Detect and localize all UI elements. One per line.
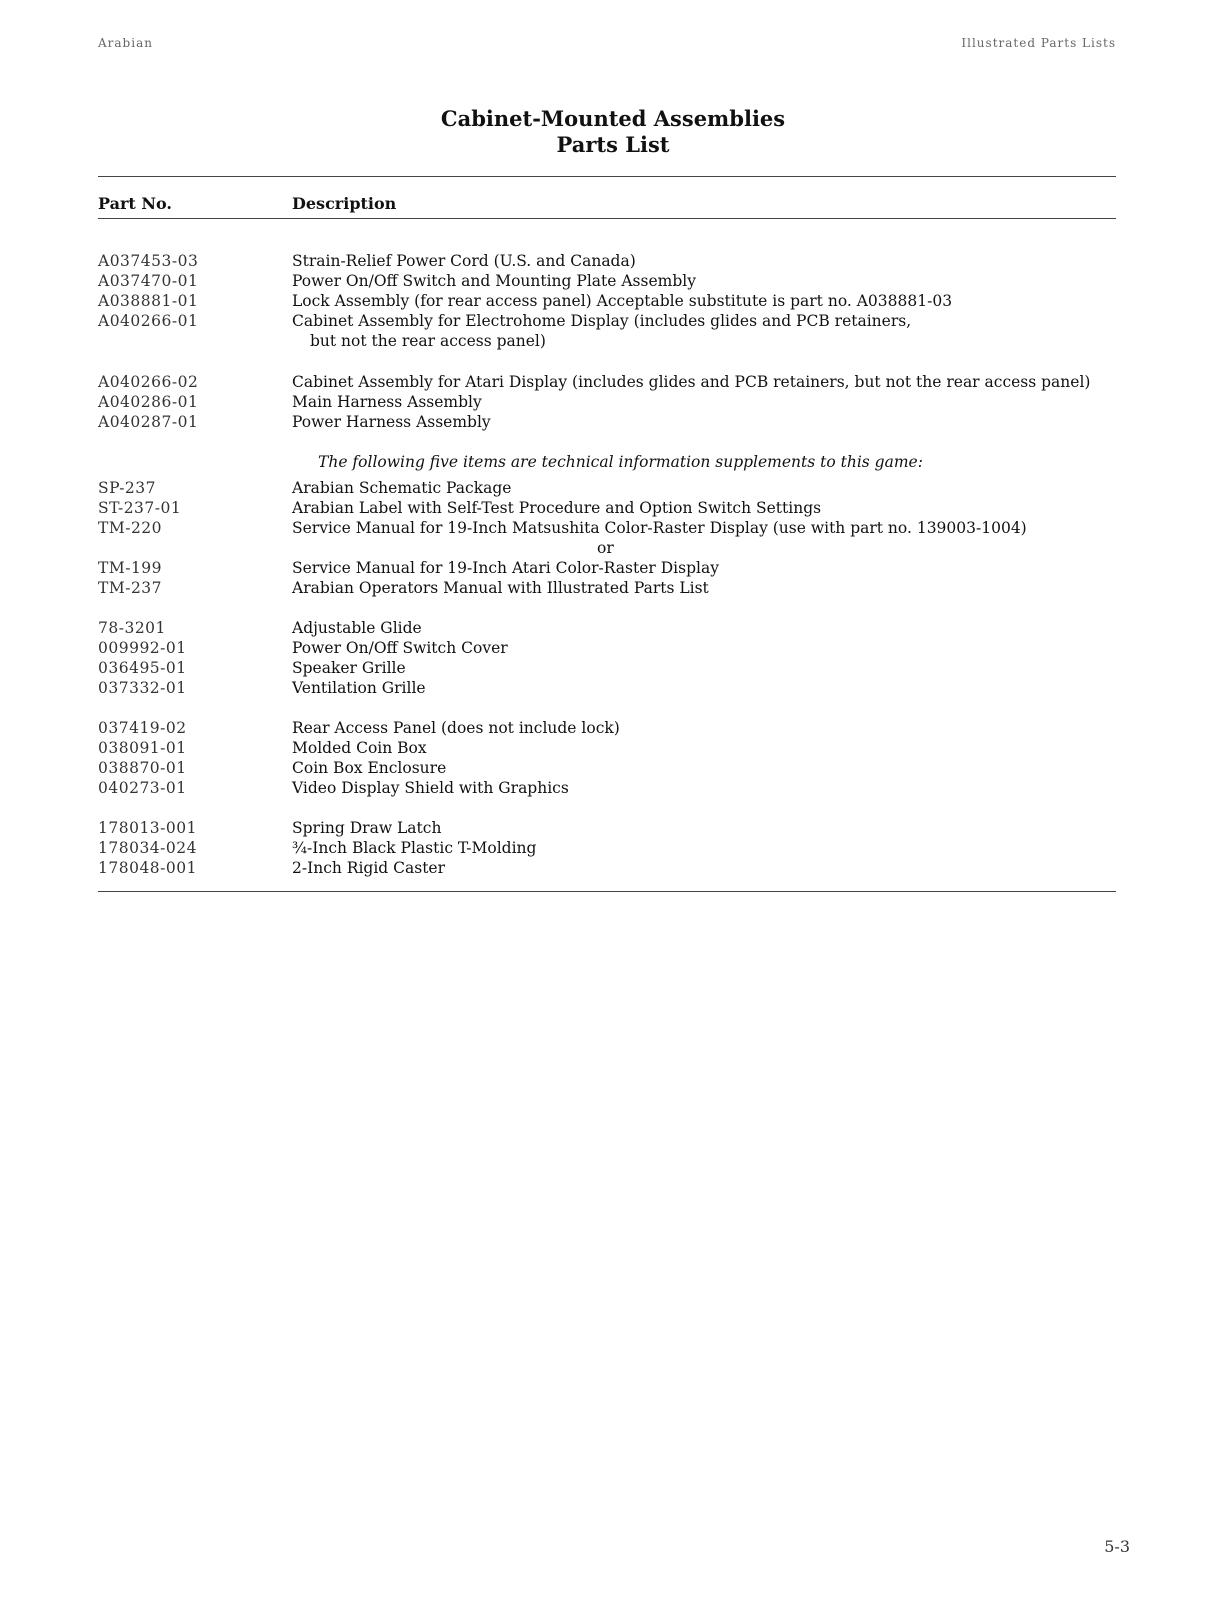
part-description: Power Harness Assembly xyxy=(292,413,491,431)
part-number: TM-237 xyxy=(98,579,163,597)
part-number: 036495-01 xyxy=(98,659,187,677)
table-row xyxy=(0,778,1226,798)
part-description: Spring Draw Latch xyxy=(292,819,442,837)
table-row xyxy=(0,478,1226,498)
page-title xyxy=(0,106,1226,158)
table-row xyxy=(0,518,1226,538)
part-number: A037470-01 xyxy=(98,272,199,290)
part-number: 178013-001 xyxy=(98,819,197,837)
part-number: 037332-01 xyxy=(98,679,187,697)
part-number: 038870-01 xyxy=(98,759,187,777)
part-description: Strain-Relief Power Cord (U.S. and Canada) xyxy=(292,252,636,270)
supplement-note: The following five items are technical information supplements to this game: xyxy=(318,453,923,471)
title-line-2: Parts List xyxy=(556,132,670,157)
part-description: ¾-Inch Black Plastic T-Molding xyxy=(292,839,537,857)
header-rule xyxy=(98,218,1116,219)
part-number: 178048-001 xyxy=(98,859,197,877)
part-number: A040266-01 xyxy=(98,312,199,330)
table-row xyxy=(0,678,1226,698)
part-number: ST-237-01 xyxy=(98,499,182,517)
table-row xyxy=(0,498,1226,518)
or-separator: or xyxy=(597,539,614,557)
part-description: Molded Coin Box xyxy=(292,739,427,757)
part-description: Adjustable Glide xyxy=(292,619,422,637)
part-number: 009992-01 xyxy=(98,639,187,657)
table-row xyxy=(0,738,1226,758)
table-row xyxy=(0,718,1226,738)
table-row xyxy=(0,618,1226,638)
table-row xyxy=(0,311,1226,331)
part-number: A038881-01 xyxy=(98,292,199,310)
table-row xyxy=(0,392,1226,412)
part-description: Main Harness Assembly xyxy=(292,393,482,411)
part-number: TM-199 xyxy=(98,559,163,577)
part-description: Video Display Shield with Graphics xyxy=(292,779,569,797)
table-row xyxy=(0,412,1226,432)
running-header-right: Illustrated Parts Lists xyxy=(961,36,1116,50)
part-number: 78-3201 xyxy=(98,619,166,637)
part-description: Coin Box Enclosure xyxy=(292,759,447,777)
part-description: Arabian Schematic Package xyxy=(292,479,512,497)
table-row xyxy=(0,638,1226,658)
part-number: A040266-02 xyxy=(98,373,199,391)
part-number: 037419-02 xyxy=(98,719,187,737)
table-row xyxy=(0,578,1226,598)
part-number: 038091-01 xyxy=(98,739,187,757)
table-row xyxy=(0,858,1226,878)
part-description: Arabian Operators Manual with Illustrated Parts List xyxy=(292,579,709,597)
part-description: Service Manual for 19-Inch Atari Color-Raster Display xyxy=(292,559,719,577)
part-description: 2-Inch Rigid Caster xyxy=(292,859,446,877)
part-description: Arabian Label with Self-Test Procedure and Option Switch Settings xyxy=(292,499,822,517)
title-line-1: Cabinet-Mounted Assemblies xyxy=(440,106,786,131)
bottom-rule xyxy=(98,891,1116,892)
table-row xyxy=(0,818,1226,838)
part-number: A037453-03 xyxy=(98,252,199,270)
column-header-part-no: Part No. xyxy=(98,194,172,213)
part-description: Lock Assembly (for rear access panel) Acceptable substitute is part no. A038881-03 xyxy=(292,292,953,310)
page-number: 5-3 xyxy=(1104,1537,1130,1556)
table-row xyxy=(0,838,1226,858)
part-number: TM-220 xyxy=(98,519,163,537)
table-row xyxy=(0,251,1226,271)
running-header-left: Arabian xyxy=(98,36,153,50)
part-number: A040287-01 xyxy=(98,413,199,431)
part-description: Rear Access Panel (does not include lock) xyxy=(292,719,620,737)
part-number: 040273-01 xyxy=(98,779,187,797)
part-description: Ventilation Grille xyxy=(292,679,426,697)
table-row xyxy=(0,558,1226,578)
part-description: Cabinet Assembly for Electrohome Display (includes glides and PCB retainers, xyxy=(292,312,912,330)
table-row xyxy=(0,271,1226,291)
part-description: Power On/Off Switch Cover xyxy=(292,639,508,657)
part-description: Service Manual for 19-Inch Matsushita Color-Raster Display (use with part no. 139003-1004) xyxy=(292,519,1027,537)
top-rule xyxy=(98,176,1116,177)
part-number: 178034-024 xyxy=(98,839,197,857)
table-row xyxy=(0,758,1226,778)
table-row xyxy=(0,658,1226,678)
part-number: SP-237 xyxy=(98,479,157,497)
part-number: A040286-01 xyxy=(98,393,199,411)
part-description: Speaker Grille xyxy=(292,659,406,677)
table-row xyxy=(0,372,1226,392)
column-header-description: Description xyxy=(292,194,397,213)
table-row xyxy=(0,291,1226,311)
part-description-continued: but not the rear access panel) xyxy=(310,332,546,350)
part-description: Power On/Off Switch and Mounting Plate Assembly xyxy=(292,272,696,290)
part-description: Cabinet Assembly for Atari Display (includes glides and PCB retainers, but not the rear access panel) xyxy=(292,373,1091,391)
